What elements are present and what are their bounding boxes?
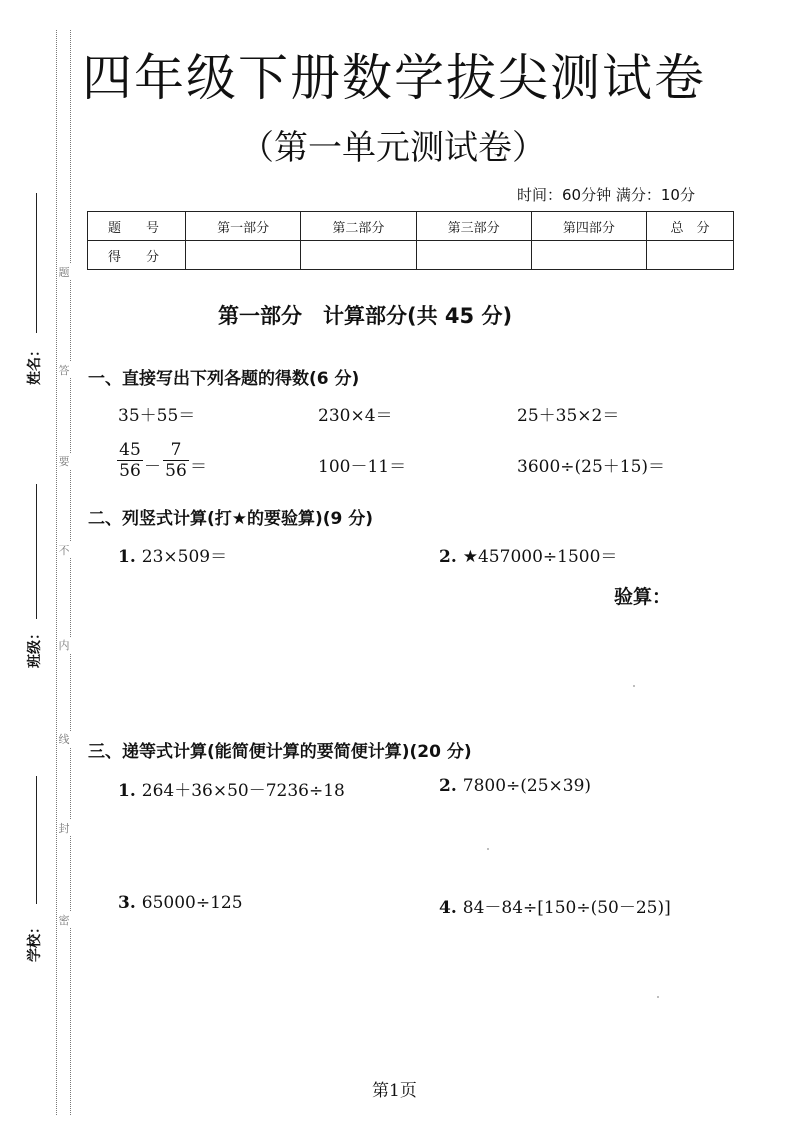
margin-char: 要 xyxy=(58,455,70,468)
score-table-score-row xyxy=(88,241,734,270)
item-number: 1. xyxy=(118,781,136,801)
class-write-line[interactable] xyxy=(36,484,37,619)
oral-item: 25＋35×2＝ xyxy=(517,406,620,426)
item-expression: 7800÷(25×39) xyxy=(462,776,592,796)
score-table-cell: 总 分 xyxy=(647,212,734,241)
fraction-equals: ＝ xyxy=(190,457,207,477)
score-input-cell[interactable] xyxy=(531,241,646,270)
margin-char: 线 xyxy=(58,733,70,746)
score-input-cell[interactable] xyxy=(186,241,301,270)
score-input-cell[interactable] xyxy=(416,241,531,270)
score-row-label: 得 分 xyxy=(88,241,186,270)
fraction-denominator: 56 xyxy=(165,461,187,481)
score-table xyxy=(87,211,734,270)
scan-speck xyxy=(487,848,489,850)
part-title: 第一部分 计算部分(共 45 分) xyxy=(218,304,513,328)
vertical-calc-item-2 xyxy=(439,542,617,567)
fraction-numerator: 45 xyxy=(119,440,141,460)
item-number: 4. xyxy=(439,898,457,918)
item-expression: ★457000÷1500＝ xyxy=(462,547,618,567)
fraction-7-56 xyxy=(163,440,189,481)
scan-speck xyxy=(657,996,659,998)
score-table-header-row xyxy=(88,212,734,241)
item-expression: 264＋36×50－7236÷18 xyxy=(141,781,345,801)
oral-item: 35＋55＝ xyxy=(118,406,196,426)
score-input-cell[interactable] xyxy=(647,241,734,270)
item-expression: 23×509＝ xyxy=(141,547,228,567)
item-number: 2. xyxy=(439,547,457,567)
vertical-calc-item-1 xyxy=(118,542,227,567)
item-number: 2. xyxy=(439,776,457,796)
fraction-numerator: 7 xyxy=(170,440,182,460)
scan-speck xyxy=(633,685,635,687)
binding-dotted-line-inner xyxy=(70,30,71,1115)
check-label: 验算： xyxy=(614,586,672,608)
exam-meta: 时间：60分钟 满分：10分 xyxy=(517,186,695,204)
margin-char: 不 xyxy=(58,544,70,557)
section-3-answer-area[interactable] xyxy=(100,805,740,1065)
school-write-line[interactable] xyxy=(36,776,37,904)
section-2-answer-area[interactable] xyxy=(100,570,740,730)
score-table-cell: 第三部分 xyxy=(416,212,531,241)
item-expression: 65000÷125 xyxy=(141,893,243,913)
name-label: 姓名： xyxy=(27,343,43,385)
margin-char: 密 xyxy=(58,914,70,927)
item-number: 3. xyxy=(118,893,136,913)
item-number: 1. xyxy=(118,547,136,567)
section-1-title: 一、直接写出下列各题的得数(6 分) xyxy=(88,369,360,389)
margin-char: 封 xyxy=(58,822,70,835)
oral-item: 230×4＝ xyxy=(318,406,393,426)
page-subtitle: （第一单元测试卷） xyxy=(240,128,546,168)
section-3-title: 三、递等式计算(能简便计算的要简便计算)(20 分) xyxy=(88,742,472,762)
score-input-cell[interactable] xyxy=(301,241,416,270)
section-2-title: 二、列竖式计算(打★的要验算)(9 分) xyxy=(88,509,374,529)
class-label: 班级： xyxy=(27,626,43,668)
score-table-cell: 第四部分 xyxy=(531,212,646,241)
margin-char: 内 xyxy=(58,639,70,652)
step-calc-item-1 xyxy=(118,776,345,801)
score-table-cell: 第一部分 xyxy=(186,212,301,241)
page-title: 四年级下册数学拔尖测试卷 xyxy=(82,49,706,107)
fraction-denominator: 56 xyxy=(119,461,141,481)
page-number: 第1页 xyxy=(372,1081,417,1101)
oral-item: 3600÷(25＋15)＝ xyxy=(517,457,666,477)
fraction-operator: － xyxy=(144,457,161,477)
fraction-45-56 xyxy=(117,440,143,481)
school-label: 学校： xyxy=(27,920,43,962)
oral-item: 100－11＝ xyxy=(318,457,407,477)
item-expression: 84－84÷[150÷(50－25)] xyxy=(462,898,671,918)
score-table-cell: 第二部分 xyxy=(301,212,416,241)
binding-dotted-line-outer xyxy=(56,30,57,1115)
margin-char: 题 xyxy=(58,266,70,279)
step-calc-item-2 xyxy=(439,776,591,796)
margin-char: 答 xyxy=(58,364,70,377)
score-table-cell: 题 号 xyxy=(88,212,186,241)
name-write-line[interactable] xyxy=(36,193,37,333)
